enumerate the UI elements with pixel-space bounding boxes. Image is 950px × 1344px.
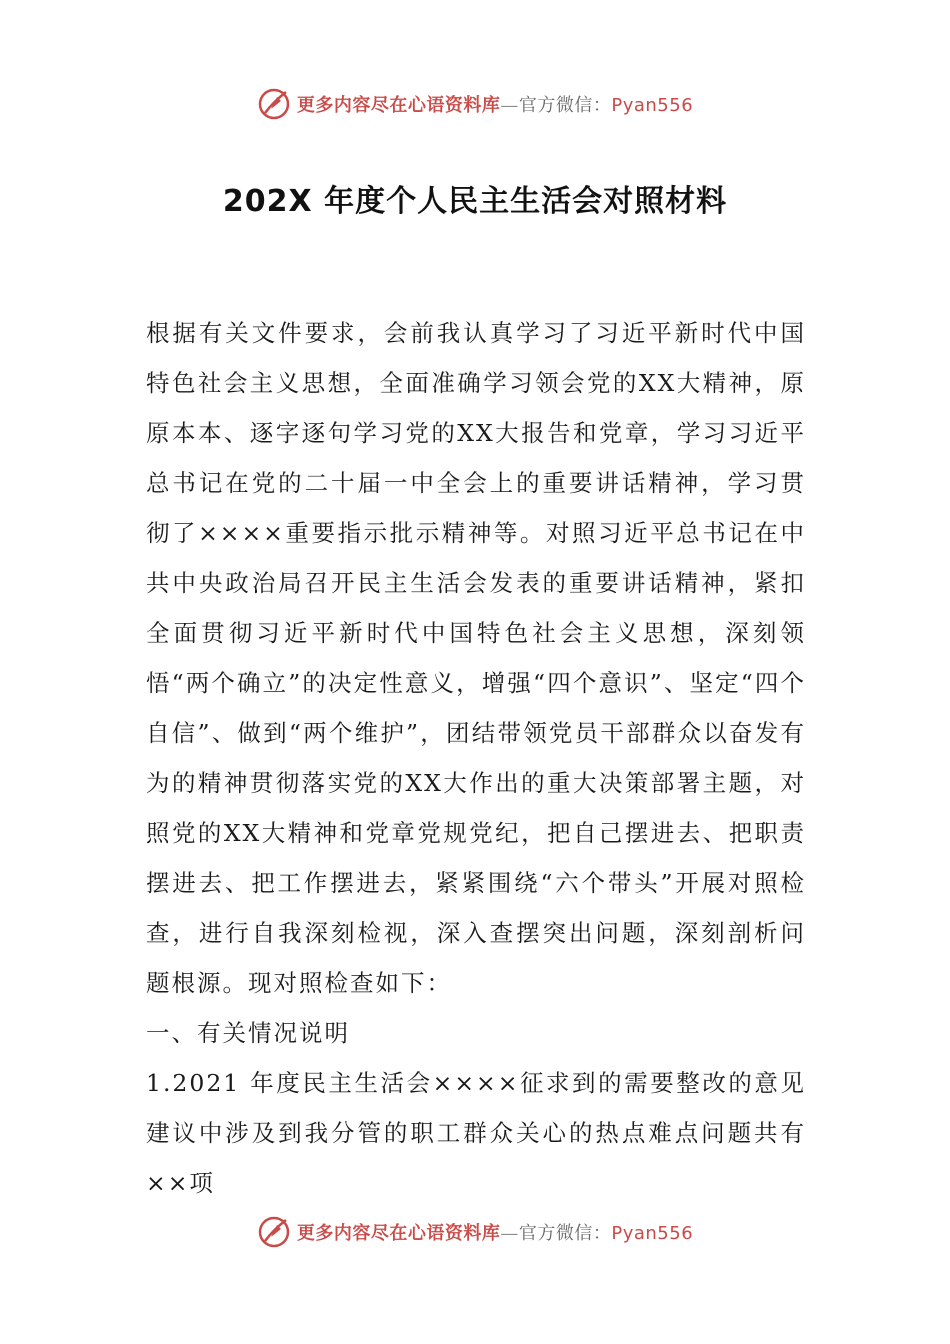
- watermark-wechat-id: Pyan556: [611, 95, 694, 116]
- watermark-text: [297, 91, 693, 117]
- watermark-wechat-label: 官方微信：: [518, 1223, 612, 1244]
- document-body: [146, 308, 806, 1208]
- watermark-wechat-id: Pyan556: [611, 1223, 694, 1244]
- quill-logo-icon: [257, 87, 291, 121]
- watermark-text: [297, 1219, 693, 1245]
- quill-logo-icon: [257, 1215, 291, 1249]
- document-title: 202X 年度个人民主生活会对照材料: [222, 184, 728, 219]
- watermark-wechat-label: 官方微信：: [518, 95, 612, 116]
- watermark-brand: 更多内容尽在心语资料库: [296, 1223, 501, 1244]
- watermark-brand: 更多内容尽在心语资料库: [296, 95, 501, 116]
- footer-watermark: [0, 1212, 950, 1252]
- header-watermark: [0, 84, 950, 124]
- section-heading: 一、有关情况说明: [146, 1019, 350, 1047]
- watermark-separator: —: [500, 1223, 519, 1244]
- item-paragraph: 1.2021 年度民主生活会××××征求到的需要整改的意见建议中涉及到我分管的职工群众关心的热点难点问题共有××项: [146, 1069, 806, 1197]
- intro-paragraph: 根据有关文件要求，会前我认真学习了习近平新时代中国特色社会主义思想，全面准确学习领会党的XX大精神，原原本本、逐字逐句学习党的XX大报告和党章，学习习近平总书记在党的二十届一中全会上的重要讲话精神，学习贯彻了××××重要指示批示精神等。对照习近平总书记在中共中央政治局召开民主生活会发表的重要讲话精神，紧扣全面贯彻习近平新时代中国特色社会主义思想，深刻领悟“两个确立”的决定性意义，增强“四个意识”、坚定“四个自信”、做到“两个维护”，团结带领党员干部群众以奋发有为的精神贯彻落实党的XX大作出的重大决策部署主题，对照党的XX大精神和党章党规党纪，把自己摆进去、把职责摆进去、把工作摆进去，紧紧围绕“六个带头”开展对照检查，进行自我深刻检视，深入查摆突出问题，深刻剖析问题根源。现对照检查如下：: [146, 319, 806, 997]
- watermark-separator: —: [500, 95, 519, 116]
